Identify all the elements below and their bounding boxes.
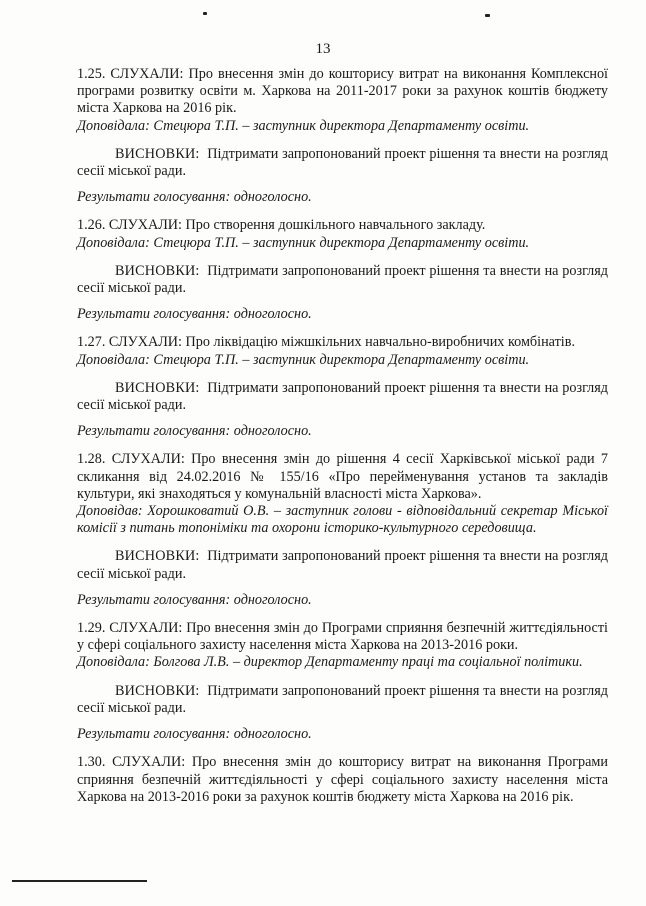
page-number: 13	[315, 41, 331, 57]
item-vote-result: Результати голосування: одноголосно.	[77, 423, 312, 440]
conclusion-text: Підтримати запропонований проект рішення та внести на розгляд сесії міської ради.	[77, 682, 609, 716]
footer-rule	[12, 880, 147, 882]
scan-speck	[203, 12, 207, 15]
item-speaker: Доповідала: Стецюра Т.П. – заступник директора Департаменту освіти.	[77, 117, 530, 134]
minutes-content	[77, 66, 608, 806]
item-heard: 1.29. СЛУХАЛИ: Про внесення змін до Програми сприяння безпечній життєдіяльності у сфері соціального захисту населення міста Харкова на 2013-2016 роки.	[77, 620, 608, 654]
item-conclusion	[77, 683, 608, 717]
item-vote-result: Результати голосування: одноголосно.	[77, 591, 312, 608]
item-heard: 1.30. СЛУХАЛИ: Про внесення змін до кошторису витрат на виконання Програми сприяння безпечній життєдіяльності у сфері соціального захисту населення міста Харкова на 2013-2016 роки за рахунок коштів бюджету міста Харкова на 2016 рік.	[77, 754, 608, 805]
conclusion-label: ВИСНОВКИ:	[115, 548, 200, 565]
item-speaker: Доповідала: Стецюра Т.П. – заступник директора Департаменту освіти.	[77, 351, 530, 368]
item-vote-result: Результати голосування: одноголосно.	[77, 189, 312, 206]
conclusion-label: ВИСНОВКИ:	[115, 262, 200, 279]
conclusion-text: Підтримати запропонований проект рішення та внести на розгляд сесії міської ради.	[77, 262, 609, 297]
agenda-item-1-28	[77, 451, 608, 609]
scan-speck	[485, 14, 490, 17]
item-speaker: Доповідала: Болгова Л.В. – директор Департаменту праці та соціальної політики.	[77, 654, 583, 671]
conclusion-label: ВИСНОВКИ:	[115, 379, 200, 396]
item-heard: 1.25. СЛУХАЛИ: Про внесення змін до кошторису витрат на виконання Комплексної програми розвитку освіти м. Харкова на 2011-2017 роки за рахунок коштів бюджету міста Харкова на 2016 рік.	[77, 66, 608, 117]
item-speaker: Доповідав: Хорошковатий О.В. – заступник голови - відповідальний секретар Міської комісії з питань топоніміки та охорони історико-культурного середовища.	[77, 503, 608, 537]
conclusion-text: Підтримати запропонований проект рішення та внести на розгляд сесії міської ради.	[77, 379, 609, 414]
item-heard: 1.28. СЛУХАЛИ: Про внесення змін до рішення 4 сесії Харківської міської ради 7 скликання від 24.02.2016 № 155/16 «Про перейменування установ та закладів культури, які знаходяться у комунальній власності міста Харкова».	[77, 451, 608, 502]
item-conclusion	[77, 146, 608, 180]
agenda-item-1-26	[77, 217, 608, 323]
item-heard: 1.26. СЛУХАЛИ: Про створення дошкільного навчального закладу.	[77, 217, 486, 234]
agenda-item-1-27	[77, 334, 608, 440]
agenda-item-1-29	[77, 620, 608, 743]
agenda-item-1-30	[77, 754, 608, 806]
item-speaker: Доповідала: Стецюра Т.П. – заступник директора Департаменту освіти.	[77, 234, 530, 251]
item-vote-result: Результати голосування: одноголосно.	[77, 726, 312, 743]
agenda-item-1-25	[77, 66, 608, 206]
item-conclusion	[77, 263, 608, 297]
conclusion-label: ВИСНОВКИ:	[115, 682, 200, 699]
conclusion-text: Підтримати запропонований проект рішення та внести на розгляд сесії міської ради.	[77, 145, 609, 180]
item-heard: 1.27. СЛУХАЛИ: Про ліквідацію міжшкільних навчально-виробничих комбінатів.	[77, 334, 575, 351]
conclusion-label: ВИСНОВКИ:	[115, 145, 200, 162]
conclusion-text: Підтримати запропонований проект рішення та внести на розгляд сесії міської ради.	[77, 548, 609, 582]
item-conclusion	[77, 380, 608, 414]
item-vote-result: Результати голосування: одноголосно.	[77, 306, 312, 323]
item-conclusion	[77, 548, 608, 582]
